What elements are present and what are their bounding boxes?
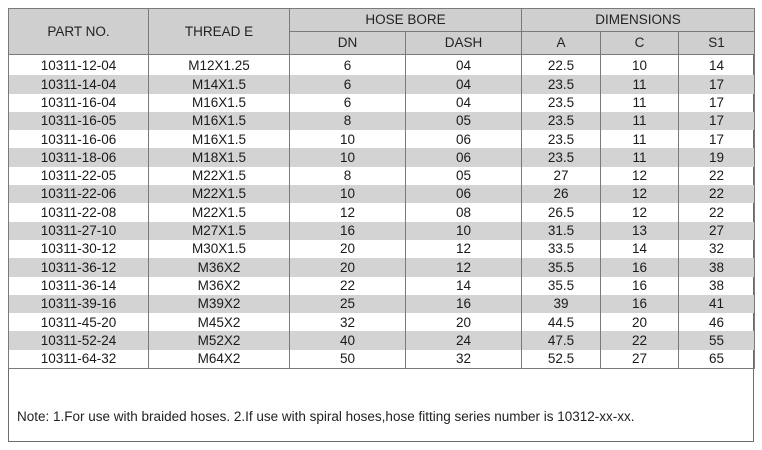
cell-thread: M14X1.5 <box>149 75 290 93</box>
cell-s1: 38 <box>679 258 755 276</box>
cell-part-no: 10311-30-12 <box>9 240 149 258</box>
cell-dn: 12 <box>290 203 406 221</box>
cell-dash: 04 <box>406 94 522 112</box>
cell-part-no: 10311-22-05 <box>9 167 149 185</box>
cell-thread: M45X2 <box>149 313 290 331</box>
cell-a: 35.5 <box>522 258 601 276</box>
cell-dash: 06 <box>406 185 522 203</box>
cell-part-no: 10311-22-06 <box>9 185 149 203</box>
cell-c: 22 <box>601 331 679 349</box>
cell-s1: 41 <box>679 295 755 313</box>
cell-dn: 32 <box>290 313 406 331</box>
table-row <box>9 167 755 185</box>
table-row <box>9 130 755 148</box>
cell-part-no: 10311-14-04 <box>9 75 149 93</box>
cell-s1: 55 <box>679 331 755 349</box>
cell-dash: 12 <box>406 258 522 276</box>
cell-thread: M18X1.5 <box>149 148 290 166</box>
cell-dn: 20 <box>290 240 406 258</box>
cell-s1: 14 <box>679 55 755 76</box>
cell-c: 12 <box>601 167 679 185</box>
table-row <box>9 55 755 76</box>
table-body <box>9 55 755 369</box>
cell-a: 22.5 <box>522 55 601 76</box>
cell-dn: 8 <box>290 167 406 185</box>
cell-thread: M16X1.5 <box>149 112 290 130</box>
cell-dn: 8 <box>290 112 406 130</box>
cell-part-no: 10311-64-32 <box>9 350 149 369</box>
cell-thread: M22X1.5 <box>149 185 290 203</box>
cell-c: 11 <box>601 130 679 148</box>
cell-thread: M22X1.5 <box>149 203 290 221</box>
cell-s1: 17 <box>679 94 755 112</box>
header-part-no: PART NO. <box>9 9 149 55</box>
cell-a: 23.5 <box>522 148 601 166</box>
cell-s1: 19 <box>679 148 755 166</box>
header-c: C <box>601 32 679 55</box>
cell-dn: 16 <box>290 222 406 240</box>
table-row <box>9 350 755 369</box>
cell-dn: 6 <box>290 94 406 112</box>
cell-dash: 20 <box>406 313 522 331</box>
cell-a: 35.5 <box>522 277 601 295</box>
cell-thread: M16X1.5 <box>149 94 290 112</box>
table-row <box>9 313 755 331</box>
table-row <box>9 240 755 258</box>
cell-dash: 10 <box>406 222 522 240</box>
table-row <box>9 277 755 295</box>
cell-c: 20 <box>601 313 679 331</box>
cell-c: 11 <box>601 112 679 130</box>
cell-a: 33.5 <box>522 240 601 258</box>
fittings-table <box>8 8 755 369</box>
cell-s1: 65 <box>679 350 755 369</box>
cell-dash: 04 <box>406 75 522 93</box>
cell-a: 27 <box>522 167 601 185</box>
cell-c: 14 <box>601 240 679 258</box>
cell-part-no: 10311-16-04 <box>9 94 149 112</box>
cell-a: 23.5 <box>522 130 601 148</box>
cell-dash: 06 <box>406 130 522 148</box>
cell-part-no: 10311-52-24 <box>9 331 149 349</box>
cell-dn: 50 <box>290 350 406 369</box>
table-row <box>9 94 755 112</box>
cell-thread: M22X1.5 <box>149 167 290 185</box>
cell-dash: 04 <box>406 55 522 76</box>
table-row <box>9 222 755 240</box>
cell-thread: M30X1.5 <box>149 240 290 258</box>
cell-dn: 10 <box>290 148 406 166</box>
cell-c: 12 <box>601 185 679 203</box>
cell-thread: M64X2 <box>149 350 290 369</box>
cell-dn: 10 <box>290 130 406 148</box>
cell-c: 11 <box>601 148 679 166</box>
cell-part-no: 10311-45-20 <box>9 313 149 331</box>
cell-dash: 12 <box>406 240 522 258</box>
cell-part-no: 10311-22-08 <box>9 203 149 221</box>
cell-dash: 14 <box>406 277 522 295</box>
footnote: Note: 1.For use with braided hoses. 2.If use with spiral hoses,hose fitting series number is 10312-xx-xx. <box>8 392 754 442</box>
cell-s1: 22 <box>679 185 755 203</box>
cell-a: 26 <box>522 185 601 203</box>
cell-dn: 6 <box>290 55 406 76</box>
cell-dn: 40 <box>290 331 406 349</box>
header-dash: DASH <box>406 32 522 55</box>
cell-c: 16 <box>601 277 679 295</box>
cell-c: 16 <box>601 258 679 276</box>
cell-a: 26.5 <box>522 203 601 221</box>
cell-a: 31.5 <box>522 222 601 240</box>
cell-dn: 20 <box>290 258 406 276</box>
cell-s1: 17 <box>679 75 755 93</box>
table-row <box>9 148 755 166</box>
cell-thread: M12X1.25 <box>149 55 290 76</box>
cell-part-no: 10311-16-05 <box>9 112 149 130</box>
header-dimensions: DIMENSIONS <box>522 9 755 32</box>
cell-s1: 22 <box>679 167 755 185</box>
cell-c: 16 <box>601 295 679 313</box>
cell-s1: 32 <box>679 240 755 258</box>
cell-c: 10 <box>601 55 679 76</box>
table-row <box>9 295 755 313</box>
cell-dash: 08 <box>406 203 522 221</box>
cell-s1: 22 <box>679 203 755 221</box>
cell-dn: 22 <box>290 277 406 295</box>
cell-c: 12 <box>601 203 679 221</box>
table-row <box>9 185 755 203</box>
cell-part-no: 10311-36-14 <box>9 277 149 295</box>
cell-part-no: 10311-36-12 <box>9 258 149 276</box>
cell-a: 23.5 <box>522 75 601 93</box>
cell-c: 11 <box>601 94 679 112</box>
cell-dash: 16 <box>406 295 522 313</box>
table-row <box>9 75 755 93</box>
table-row <box>9 203 755 221</box>
cell-a: 39 <box>522 295 601 313</box>
cell-c: 13 <box>601 222 679 240</box>
cell-dash: 24 <box>406 331 522 349</box>
cell-a: 23.5 <box>522 94 601 112</box>
cell-s1: 17 <box>679 112 755 130</box>
cell-c: 11 <box>601 75 679 93</box>
header-s1: S1 <box>679 32 755 55</box>
cell-a: 23.5 <box>522 112 601 130</box>
cell-part-no: 10311-27-10 <box>9 222 149 240</box>
cell-thread: M39X2 <box>149 295 290 313</box>
cell-dash: 05 <box>406 112 522 130</box>
header-thread: THREAD E <box>149 9 290 55</box>
cell-thread: M36X2 <box>149 258 290 276</box>
cell-part-no: 10311-16-06 <box>9 130 149 148</box>
cell-s1: 17 <box>679 130 755 148</box>
cell-a: 47.5 <box>522 331 601 349</box>
cell-c: 27 <box>601 350 679 369</box>
cell-s1: 27 <box>679 222 755 240</box>
cell-thread: M27X1.5 <box>149 222 290 240</box>
cell-thread: M52X2 <box>149 331 290 349</box>
cell-part-no: 10311-18-06 <box>9 148 149 166</box>
header-hose-bore: HOSE BORE <box>290 9 522 32</box>
cell-thread: M36X2 <box>149 277 290 295</box>
cell-dash: 06 <box>406 148 522 166</box>
cell-s1: 46 <box>679 313 755 331</box>
cell-dash: 05 <box>406 167 522 185</box>
cell-dash: 32 <box>406 350 522 369</box>
cell-part-no: 10311-39-16 <box>9 295 149 313</box>
cell-dn: 25 <box>290 295 406 313</box>
header-dn: DN <box>290 32 406 55</box>
cell-part-no: 10311-12-04 <box>9 55 149 76</box>
cell-a: 52.5 <box>522 350 601 369</box>
table-row <box>9 258 755 276</box>
cell-s1: 38 <box>679 277 755 295</box>
cell-dn: 6 <box>290 75 406 93</box>
table-row <box>9 112 755 130</box>
header-a: A <box>522 32 601 55</box>
cell-thread: M16X1.5 <box>149 130 290 148</box>
table-row <box>9 331 755 349</box>
cell-dn: 10 <box>290 185 406 203</box>
cell-a: 44.5 <box>522 313 601 331</box>
